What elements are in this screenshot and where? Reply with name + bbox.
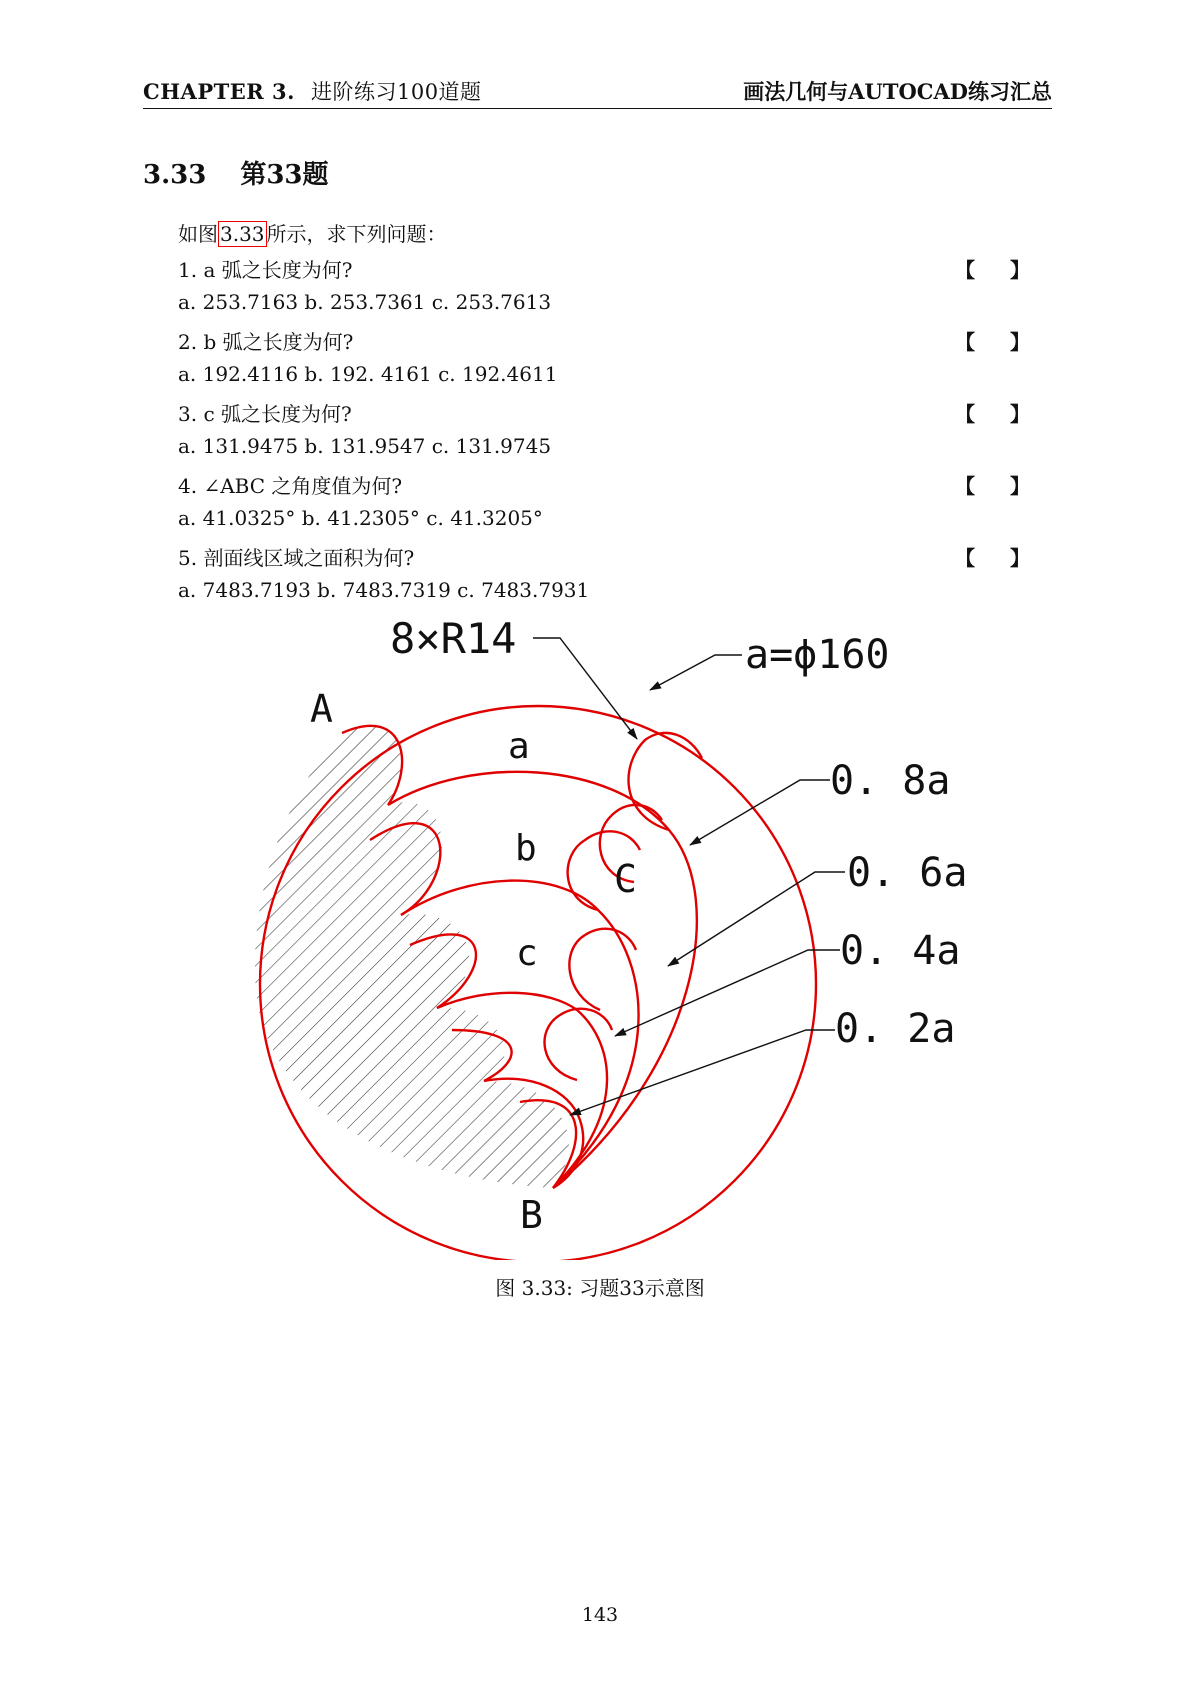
question-1: 1. a 弧之长度为何? 【 】	[178, 254, 1052, 283]
label-0-6a: 0. 6a	[847, 850, 968, 896]
section-title: 第33题	[240, 160, 329, 190]
leader-0-8a	[690, 780, 830, 845]
options-3: a. 131.9475 b. 131.9547 c. 131.9745	[178, 434, 552, 458]
question-4: 4. ∠ABC 之角度值为何? 【 】	[178, 470, 1052, 499]
figure-reference-link[interactable]: 3.33	[220, 222, 265, 246]
leader-0-4a	[615, 950, 840, 1036]
arc-b-label: b	[515, 828, 537, 869]
question-5: 5. 剖面线区域之面积为何? 【 】	[178, 542, 1052, 571]
section-heading	[143, 154, 329, 191]
label-0-8a: 0. 8a	[830, 758, 951, 804]
figure-caption: 图 3.33: 习题33示意图	[495, 1276, 705, 1300]
geometry-drawing	[0, 610, 1200, 1260]
answer-bracket: 【 】	[955, 402, 1044, 426]
label-0-4a: 0. 4a	[840, 928, 961, 974]
answer-bracket: 【 】	[955, 330, 1044, 354]
point-b-label: B	[520, 1193, 543, 1237]
leader-r14	[533, 638, 637, 739]
header-chapter	[143, 76, 482, 106]
lobe-right-1	[629, 733, 702, 830]
lobe-right-4	[569, 929, 636, 1010]
question-3: 3. c 弧之长度为何? 【 】	[178, 398, 1052, 427]
options-2: a. 192.4116 b. 192. 4161 c. 192.4611	[178, 362, 558, 386]
intro-text: 如图 3.33 所示，求下列问题：	[178, 222, 447, 246]
label-r14: 8×R14	[390, 614, 517, 663]
options-1: a. 253.7163 b. 253.7361 c. 253.7613	[178, 290, 552, 314]
page-header	[143, 74, 1052, 109]
label-0-2a: 0. 2a	[835, 1006, 956, 1052]
section-number: 3.33	[143, 160, 207, 190]
point-c-label: C	[614, 857, 637, 901]
leader-diameter	[650, 655, 742, 690]
answer-bracket: 【 】	[955, 546, 1044, 570]
options-5: a. 7483.7193 b. 7483.7319 c. 7483.7931	[178, 578, 590, 602]
leader-0-2a	[570, 1030, 835, 1115]
page-number: 143	[581, 1604, 619, 1626]
arc-a-label: a	[508, 726, 530, 767]
chapter-number: CHAPTER 3.	[143, 79, 295, 104]
point-a-label: A	[310, 687, 333, 731]
answer-bracket: 【 】	[955, 258, 1044, 282]
arc-c-label: c	[516, 933, 538, 974]
book-title: 画法几何与AUTOCAD练习汇总	[743, 79, 1052, 104]
label-diameter: a=ϕ160	[745, 632, 890, 678]
question-2: 2. b 弧之长度为何? 【 】	[178, 326, 1052, 355]
answer-bracket: 【 】	[955, 474, 1044, 498]
options-4: a. 41.0325° b. 41.2305° c. 41.3205°	[178, 506, 543, 530]
figure-3-33	[0, 610, 1200, 1260]
chapter-title: 进阶练习100道题	[310, 80, 482, 104]
